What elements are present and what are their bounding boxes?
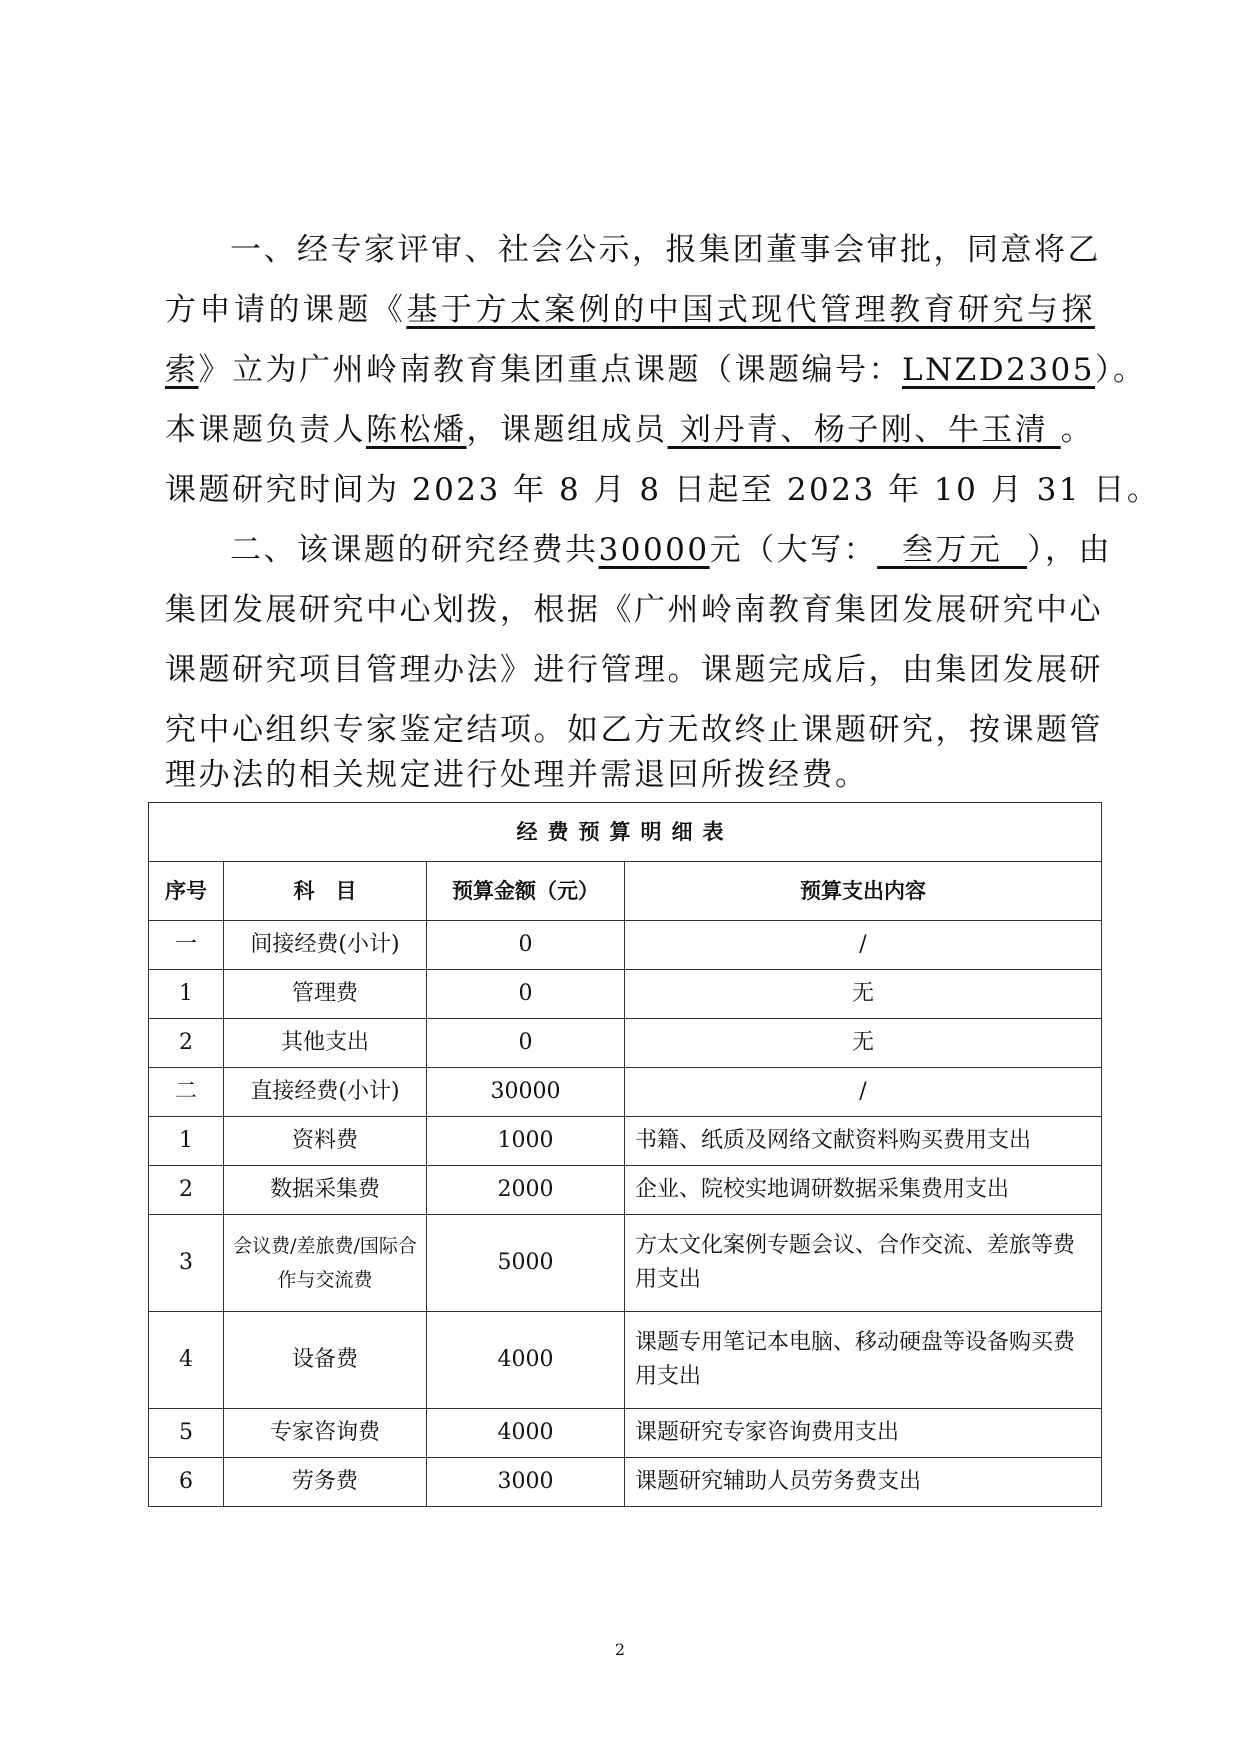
cell-content: / — [625, 1068, 1102, 1117]
cell-amount: 3000 — [427, 1458, 625, 1507]
cell-index: 2 — [149, 1166, 224, 1215]
table-row — [149, 1458, 1102, 1507]
p2-line5: 理办法的相关规定进行处理并需退回所拨经费。 — [165, 757, 869, 793]
page-number: 2 — [614, 1640, 626, 1659]
team-members: 刘丹青、杨子刚、牛玉清 — [667, 412, 1061, 448]
p1-line2 — [165, 280, 1095, 340]
p1-line3 — [165, 340, 1147, 400]
cell-content: 书籍、纸质及网络文献资料购买费用支出 — [625, 1117, 1102, 1166]
header-index: 序号 — [149, 862, 224, 921]
table-row — [149, 1166, 1102, 1215]
cell-item: 间接经费(小计) — [224, 921, 427, 970]
cell-index: 4 — [149, 1312, 224, 1409]
cell-amount: 2000 — [427, 1166, 625, 1215]
p1-line4 — [165, 400, 1095, 460]
text: 。 — [1060, 412, 1095, 448]
table-row — [149, 1409, 1102, 1458]
cell-index: 2 — [149, 1019, 224, 1068]
cell-amount: 0 — [427, 970, 625, 1019]
cell-item: 资料费 — [224, 1117, 427, 1166]
header-amount: 预算金额（元） — [427, 862, 625, 921]
cell-index: 一 — [149, 921, 224, 970]
p2-line3: 课题研究项目管理办法》进行管理。课题完成后，由集团发展研 — [165, 652, 1103, 688]
cell-index: 3 — [149, 1215, 224, 1312]
cell-index: 6 — [149, 1458, 224, 1507]
funding-amount-words: 叁万元 — [877, 532, 1028, 568]
table-row — [149, 970, 1102, 1019]
text: ，课题组成员 — [466, 412, 668, 448]
table-row — [149, 1068, 1102, 1117]
p2-line2: 集团发展研究中心划拨，根据《广州岭南教育集团发展研究中心 — [165, 592, 1103, 628]
table-row — [149, 1019, 1102, 1068]
project-title-end: 索 — [165, 352, 199, 388]
cell-index: 1 — [149, 1117, 224, 1166]
cell-content: / — [625, 921, 1102, 970]
cell-item: 数据采集费 — [224, 1166, 427, 1215]
p1-line1: 一、经专家评审、社会公示，报集团董事会审批，同意将乙 — [230, 232, 1101, 268]
cell-item: 直接经费(小计) — [224, 1068, 427, 1117]
project-title: 基于方太案例的中国式现代管理教育研究与探 — [406, 292, 1096, 328]
p1-line5: 课题研究时间为 2023 年 8 月 8 日起至 2023 年 10 月 31 日。 — [165, 472, 1161, 508]
project-leader: 陈松燔 — [366, 412, 467, 448]
cell-index: 1 — [149, 970, 224, 1019]
cell-amount: 30000 — [427, 1068, 625, 1117]
table-row — [149, 1215, 1102, 1312]
cell-item: 其他支出 — [224, 1019, 427, 1068]
text: ）。 — [1095, 352, 1147, 388]
p2-line4: 究中心组织专家鉴定结项。如乙方无故终止课题研究，按课题管 — [165, 712, 1103, 748]
cell-item: 管理费 — [224, 970, 427, 1019]
cell-content: 无 — [625, 970, 1102, 1019]
cell-content: 课题专用笔记本电脑、移动硬盘等设备购买费用支出 — [625, 1312, 1102, 1409]
project-code: LNZD2305 — [902, 352, 1095, 388]
cell-amount: 4000 — [427, 1312, 625, 1409]
text: 本课题负责人 — [165, 412, 366, 448]
cell-index: 二 — [149, 1068, 224, 1117]
text: 方申请的课题《 — [165, 292, 407, 328]
header-content: 预算支出内容 — [625, 862, 1102, 921]
budget-table — [148, 802, 1102, 1507]
table-row — [149, 1117, 1102, 1166]
cell-amount: 0 — [427, 1019, 625, 1068]
p2-line1 — [230, 520, 1113, 580]
cell-item: 专家咨询费 — [224, 1409, 427, 1458]
cell-item: 劳务费 — [224, 1458, 427, 1507]
header-item: 科 目 — [224, 862, 427, 921]
cell-amount: 4000 — [427, 1409, 625, 1458]
text: ），由 — [1027, 532, 1113, 568]
cell-content: 方太文化案例专题会议、合作交流、差旅等费用支出 — [625, 1215, 1102, 1312]
cell-amount: 5000 — [427, 1215, 625, 1312]
cell-index: 5 — [149, 1409, 224, 1458]
table-row — [149, 1312, 1102, 1409]
cell-amount: 0 — [427, 921, 625, 970]
cell-amount: 1000 — [427, 1117, 625, 1166]
cell-content: 课题研究专家咨询费用支出 — [625, 1409, 1102, 1458]
cell-content: 企业、院校实地调研数据采集费用支出 — [625, 1166, 1102, 1215]
text: 》立为广州岭南教育集团重点课题（课题编号： — [198, 352, 902, 388]
funding-amount: 30000 — [598, 532, 710, 568]
text: 元（大写： — [709, 532, 878, 568]
cell-item: 设备费 — [224, 1312, 427, 1409]
cell-item: 会议费/差旅费/国际合作与交流费 — [224, 1215, 427, 1312]
cell-content: 无 — [625, 1019, 1102, 1068]
table-row — [149, 921, 1102, 970]
text: 二、该课题的研究经费共 — [230, 532, 599, 568]
table-title: 经费预算明细表 — [149, 803, 1102, 862]
cell-content: 课题研究辅助人员劳务费支出 — [625, 1458, 1102, 1507]
